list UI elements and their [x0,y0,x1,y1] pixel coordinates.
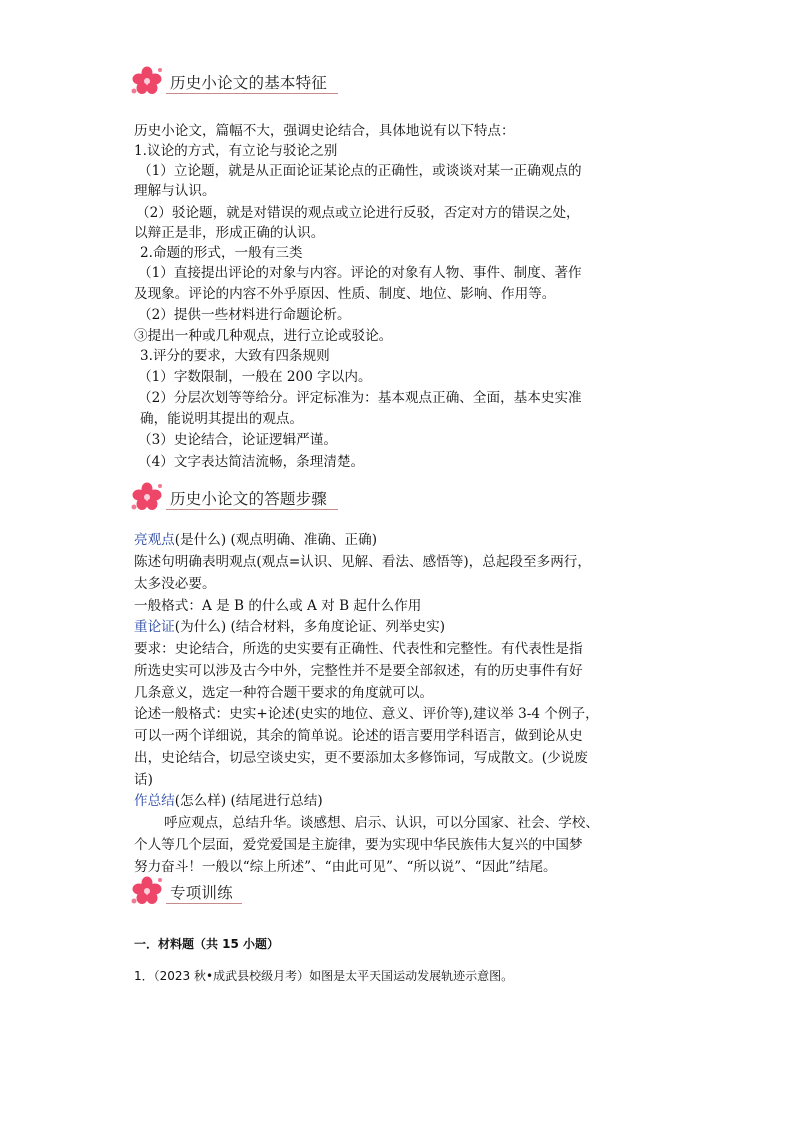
text-line: 理解与认识。 [134,183,216,199]
section-heading-training [130,876,360,906]
heading-underline [166,93,338,94]
section-heading-features [130,66,360,96]
text-line: 几条意义，选定一种符合题干要求的角度就可以。 [134,685,434,701]
text-line: 要求：史论结合，所选的史实要有正确性、代表性和完整性。有代表性是指 [134,641,583,657]
text-line: 可以一两个详细说，其余的简单说。论述的语言要用学科语言，做到论从史 [134,728,583,744]
text-line: 历史小论文，篇幅不大，强调史论结合，具体地说有以下特点： [134,123,515,139]
text-line: （1）立论题，就是从正面论证某论点的正确性，或谈谈对某一正确观点的 [138,163,582,179]
text-line: 陈述句明确表明观点(观点=认识、见解、看法、感悟等)，总起段至多两行， [134,554,591,570]
text-line: 1.议论的方式，有立论与驳论之别 [134,143,338,159]
text-line: （3）史论结合，论证逻辑严谨。 [138,432,337,448]
text-line: 所选史实可以涉及古今中外，完整性并不是要全部叙述，有的历史事件有好 [134,663,583,679]
question-part-heading: 一．材料题（共 15 小题） [134,937,280,951]
heading-underline [166,509,338,510]
heading-underline [166,903,242,904]
question-item: 1．（2023 秋•成武县校级月考）如图是太平天国运动发展轨迹示意图。 [134,969,514,983]
step-keyword: 亮观点 [134,532,175,548]
text-line: 出，史论结合，切忌空谈史实，更不要添加太多修饰词，写成散文。(少说废 [134,750,588,766]
text-line: 话) [134,772,153,788]
flower-icon [130,482,164,512]
step-detail: (为什么) (结合材料，多角度论证、列举史实) [174,619,446,635]
text-line: （4）文字表达简洁流畅，条理清楚。 [138,454,365,470]
flower-icon [130,876,164,906]
text-line [134,791,323,811]
text-line: 2.命题的形式，一般有三类 [140,245,303,261]
section-title: 专项训练 [170,884,233,902]
text-line: 呼应观点，总结升华。谈感想、启示、认识，可以分国家、社会、学校、 [164,815,599,831]
text-line: 以辩正是非，形成正确的认识。 [134,225,325,241]
step-detail: (怎么样) (结尾进行总结) [174,793,323,809]
flower-icon [130,66,164,96]
text-line: 太多没必要。 [134,576,216,592]
text-line: 论述一般格式：史实+论述(史实的地位、意义、评价等),建议举 3-4 个例子， [134,706,599,722]
text-line: 3.评分的要求，大致有四条规则 [140,348,330,364]
text-line: 努力奋斗！一般以“综上所述”、“由此可见”、“所以说”、“因此”结尾。 [134,859,557,875]
text-line: ③提出一种或几种观点，进行立论或驳论。 [134,328,393,344]
text-line: （2）提供一些材料进行命题论析。 [138,307,351,323]
text-line: 及现象。评论的内容不外乎原因、性质、制度、地位、影响、作用等。 [134,286,556,302]
text-line: （1）直接提出评论的对象与内容。评论的对象有人物、事件、制度、著作 [138,265,582,281]
text-line: （1）字数限制，一般在 200 字以内。 [138,369,372,385]
text-line: 一般格式：A 是 B 的什么或 A 对 B 起什么作用 [134,598,422,614]
section-title: 历史小论文的答题步骤 [170,490,328,508]
step-detail: (是什么) (观点明确、准确、正确) [174,532,378,548]
text-line: 个人等几个层面，爱党爱国是主旋律，要为实现中华民族伟大复兴的中国梦 [134,837,583,853]
text-line: （2）驳论题，就是对错误的观点或立论进行反驳，否定对方的错误之处， [136,205,580,221]
text-line: （2）分层次划等等给分。评定标准为：基本观点正确、全面，基本史实准 [138,390,582,406]
step-keyword: 重论证 [134,619,175,635]
section-heading-steps [130,482,360,512]
text-line [134,617,445,637]
text-line: 确，能说明其提出的观点。 [140,411,304,427]
text-line [134,530,377,550]
step-keyword: 作总结 [134,793,175,809]
section-title: 历史小论文的基本特征 [170,74,328,92]
